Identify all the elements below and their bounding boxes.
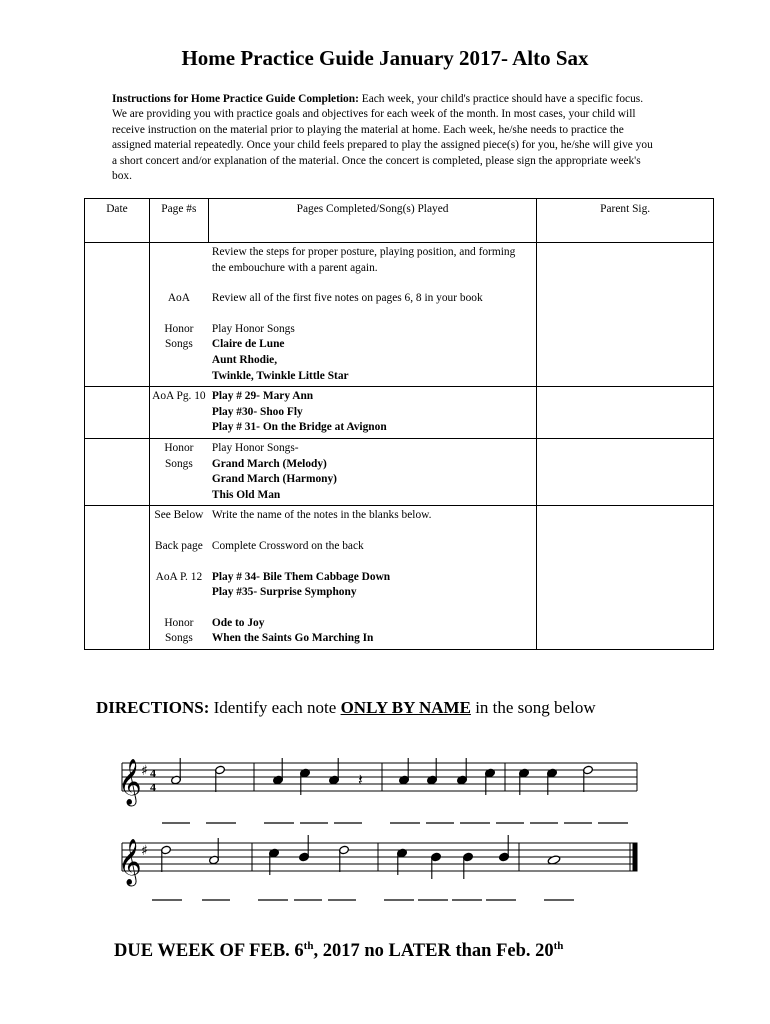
week-content-cell — [149, 506, 536, 650]
song-line: Review the steps for proper posture, playing position, and forming the embouchure with a parent again. — [211, 246, 516, 274]
header-pages: Page #s — [149, 199, 208, 243]
song-list — [208, 245, 536, 276]
page-ref: Honor Songs — [164, 616, 194, 645]
due-date — [114, 940, 563, 962]
table-header-row — [85, 199, 714, 243]
song-title: Grand March (Melody) — [211, 457, 327, 470]
music-staff-1 — [112, 755, 642, 835]
instructions-paragraph — [112, 92, 657, 184]
song-title: Play # 31- On the Bridge at Avignon — [211, 421, 387, 434]
list-item — [150, 389, 536, 436]
svg-text:4: 4 — [150, 780, 156, 794]
header-songs: Pages Completed/Song(s) Played — [208, 199, 536, 243]
song-title: Play #30- Shoo Fly — [211, 405, 303, 418]
song-line: Complete Crossword on the back — [211, 539, 364, 552]
directions-pre: Identify each note — [209, 698, 341, 717]
song-title: Play # 34- Bile Them Cabbage Down — [211, 570, 391, 583]
header-date: Date — [85, 199, 150, 243]
header-parent-sig: Parent Sig. — [537, 199, 714, 243]
song-list — [208, 291, 491, 307]
song-list — [208, 441, 345, 503]
time-signature-icon: 4 — [150, 766, 156, 780]
song-title: When the Saints Go Marching In — [211, 632, 374, 645]
list-item — [150, 616, 536, 647]
sharp-icon: ♯ — [141, 763, 148, 779]
song-title: This Old Man — [211, 488, 281, 501]
song-line: Review all of the first five notes on pages 6, 8 in your book — [211, 292, 483, 305]
treble-clef-icon: 𝄞 — [118, 839, 142, 885]
page-ref: Honor Songs — [164, 322, 194, 351]
directions-emphasis: ONLY BY NAME — [340, 698, 471, 717]
week-content-cell — [149, 438, 536, 505]
parent-signature-cell[interactable] — [537, 438, 714, 505]
song-title: Play # 29- Mary Ann — [211, 390, 314, 403]
parent-signature-cell[interactable] — [537, 506, 714, 650]
treble-clef-icon: 𝄞 — [118, 759, 142, 805]
date-cell[interactable] — [85, 243, 150, 387]
week-content-cell — [149, 243, 536, 387]
song-list — [208, 389, 395, 436]
page-title: Home Practice Guide January 2017- Alto Sax — [181, 46, 589, 70]
due-sup-2: th — [553, 940, 564, 952]
song-title: Play #35- Surprise Symphony — [211, 586, 357, 599]
table-row — [85, 387, 714, 439]
week-content-cell — [149, 387, 536, 439]
page-ref — [150, 245, 208, 276]
page-ref: AoA — [167, 292, 190, 305]
song-title: Aunt Rhodie, — [211, 353, 278, 366]
song-line: Play Honor Songs- — [211, 441, 299, 454]
song-list — [208, 616, 382, 647]
directions-label: DIRECTIONS: — [96, 698, 210, 717]
table-row — [85, 438, 714, 505]
due-text-1: DUE WEEK OF FEB. 6 — [114, 941, 304, 962]
song-title: Claire de Lune — [211, 338, 285, 351]
list-item — [150, 539, 536, 555]
song-title: Ode to Joy — [211, 616, 265, 629]
instructions-body: Each week, your child's practice should have a specific focus. We are providing you with practice goals and objectives for each week of the month. In most cases, your child will receive instruction on the material prior to playing the material at home. Each week, he/she needs to practice the assigned material repeatedly. Once your child feels prepared to play the assigned piece(s) for you, he/she will give you a short concert and/or explanation of the material. Once the concert is completed, please sign the appropriate week's box. — [112, 93, 653, 183]
date-cell[interactable] — [85, 506, 150, 650]
due-sup-1: th — [303, 940, 314, 952]
page-ref: AoA P. 12 — [155, 570, 203, 583]
song-title: Grand March (Harmony) — [211, 473, 337, 486]
song-list — [208, 539, 372, 555]
practice-table — [84, 198, 714, 650]
due-text-2: , 2017 no LATER than Feb. 20 — [313, 941, 554, 962]
song-line: Write the name of the notes in the blanks below. — [211, 509, 432, 522]
parent-signature-cell[interactable] — [537, 387, 714, 439]
sharp-icon: ♯ — [141, 843, 148, 859]
list-item — [150, 570, 536, 601]
song-line: Play Honor Songs — [211, 322, 295, 335]
list-item — [150, 508, 536, 524]
music-staff-2 — [112, 835, 642, 915]
page-ref: Honor Songs — [164, 441, 194, 470]
song-title: Twinkle, Twinkle Little Star — [211, 369, 349, 382]
table-row — [85, 506, 714, 650]
song-list — [208, 570, 398, 601]
date-cell[interactable] — [85, 387, 150, 439]
instructions-lead: Instructions for Home Practice Guide Completion: — [112, 93, 359, 105]
quarter-rest-icon: 𝄽 — [358, 770, 363, 789]
song-list — [208, 322, 357, 384]
page-ref: Back page — [155, 539, 203, 552]
parent-signature-cell[interactable] — [537, 243, 714, 387]
song-list — [208, 508, 440, 524]
directions-post: in the song below — [470, 698, 596, 717]
list-item — [150, 322, 536, 384]
page-ref: See Below — [154, 509, 204, 522]
page-ref: AoA Pg. 10 — [152, 390, 206, 403]
list-item — [150, 291, 536, 307]
list-item — [150, 441, 536, 503]
directions-text — [96, 698, 596, 718]
list-item — [150, 245, 536, 276]
table-row — [85, 243, 714, 387]
date-cell[interactable] — [85, 438, 150, 505]
